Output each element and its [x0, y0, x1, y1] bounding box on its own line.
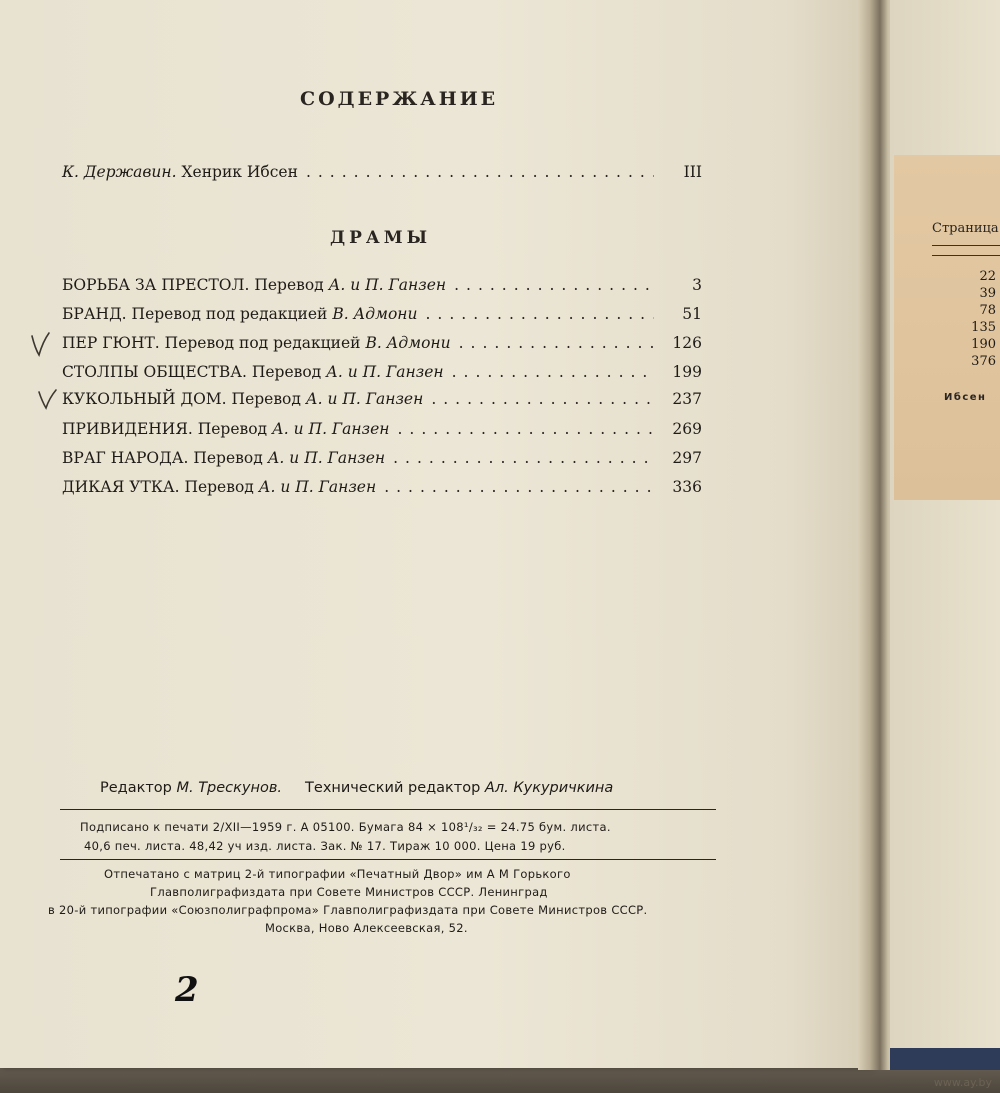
dot-leader [306, 163, 654, 181]
dot-leader [454, 276, 654, 294]
editor-name: М. Трескунов. [176, 780, 282, 796]
toc-play-row [62, 478, 702, 496]
play-translator: В. Адмони [365, 334, 451, 352]
play-page: 51 [682, 305, 702, 323]
dot-leader [452, 363, 654, 381]
bleed-through-text [20, 20, 260, 62]
sheet-number: 22 [979, 269, 996, 284]
toc-play-row [62, 420, 702, 438]
divider [60, 859, 716, 860]
play-page: 297 [672, 449, 702, 467]
printer-line: в 20-й типографии «Союзполиграфпрома» Главполиграфиздата при Совете Министров СССР. [48, 903, 648, 917]
dot-leader [426, 305, 655, 323]
toc-play-row [62, 449, 702, 467]
loose-sheet [894, 155, 1000, 500]
printer-line: Отпечатано с матриц 2-й типографии «Печатный Двор» им А М Горького [104, 867, 571, 881]
pencil-checkmark-icon [28, 330, 52, 358]
dot-leader [393, 449, 654, 467]
sheet-number: 78 [979, 303, 996, 318]
dot-leader [384, 478, 654, 496]
intro-author: К. Державин. [62, 163, 177, 181]
credits-line [100, 780, 613, 796]
toc-play-row [62, 276, 702, 294]
play-title: СТОЛПЫ ОБЩЕСТВА. [62, 363, 247, 381]
sheet-heading: Страница [932, 221, 999, 236]
play-translator: А. и П. Ганзен [272, 420, 390, 438]
play-translation: Перевод [251, 363, 322, 381]
play-title: ПРИВИДЕНИЯ. [62, 420, 193, 438]
imprint-line: 40,6 печ. листа. 48,42 уч изд. листа. Зак. № 17. Тираж 10 000. Цена 19 руб. [84, 839, 566, 853]
toc-play-row [62, 363, 702, 381]
tech-editor-label: Технический редактор [305, 780, 481, 796]
toc-play-row [62, 305, 702, 323]
play-title: БОРЬБА ЗА ПРЕСТОЛ. [62, 276, 250, 294]
sheet-number: 190 [971, 337, 996, 352]
sheet-rule [932, 255, 1000, 256]
play-title: ДИКАЯ УТКА. [62, 478, 180, 496]
play-translation: Перевод [193, 449, 263, 467]
sheet-number: 39 [979, 286, 996, 301]
sheet-rule [932, 245, 1000, 246]
tech-editor-name: Ал. Кукуричкина [484, 780, 614, 796]
dot-leader [459, 334, 654, 352]
play-title: ПЕР ГЮНТ. [62, 334, 160, 352]
dot-leader [431, 390, 654, 408]
play-translator: А. и П. Ганзен [305, 390, 424, 408]
toc-play-row [62, 390, 702, 408]
divider [60, 809, 716, 810]
play-page: 237 [672, 390, 702, 408]
play-translator: А. и П. Ганзен [258, 478, 377, 496]
play-page: 336 [672, 478, 702, 496]
imprint-line: Подписано к печати 2/XII—1959 г. А 05100. Бумага 84 × 108¹/₃₂ = 24.75 бум. листа. [80, 820, 611, 834]
play-translator: А. и П. Ганзен [267, 449, 386, 467]
play-title: БРАНД. [62, 305, 127, 323]
play-title: КУКОЛЬНЫЙ ДОМ. [62, 390, 227, 408]
play-translator: А. и П. Ганзен [326, 363, 444, 381]
play-page: 199 [672, 363, 702, 381]
play-translator: В. Адмони [332, 305, 418, 323]
sheet-number: 135 [971, 320, 996, 335]
toc-play-row [62, 334, 702, 352]
intro-page: III [683, 163, 702, 181]
editor-label: Редактор [100, 780, 172, 796]
contents-title: СОДЕРЖАНИЕ [300, 88, 499, 110]
printer-line: Главполиграфиздата при Совете Министров СССР. Ленинград [150, 885, 548, 899]
play-translation: Перевод [197, 420, 268, 438]
pencil-checkmark-icon [36, 388, 58, 412]
toc-intro-row [62, 163, 702, 181]
watermark: www.ay.by [933, 1076, 992, 1089]
play-translation: Перевод [254, 276, 324, 294]
sheet-footer: Ибсен [944, 392, 987, 403]
play-translation: Перевод под редакцией [164, 334, 361, 352]
section-title: ДРАМЫ [330, 228, 431, 248]
play-title: ВРАГ НАРОДА. [62, 449, 189, 467]
sheet-number: 376 [971, 354, 996, 369]
play-page: 269 [672, 420, 702, 438]
blue-cover-edge [890, 1048, 1000, 1070]
play-page: 3 [692, 276, 702, 294]
intro-title: Хенрик Ибсен [181, 163, 298, 181]
play-translation: Перевод под редакцией [131, 305, 328, 323]
play-translation: Перевод [231, 390, 301, 408]
handwritten-number: 2 [175, 970, 199, 1010]
dot-leader [397, 420, 654, 438]
play-translator: А. и П. Ганзен [328, 276, 447, 294]
play-translation: Перевод [184, 478, 254, 496]
play-page: 126 [672, 334, 702, 352]
printer-line: Москва, Ново Алексеевская, 52. [265, 921, 468, 935]
